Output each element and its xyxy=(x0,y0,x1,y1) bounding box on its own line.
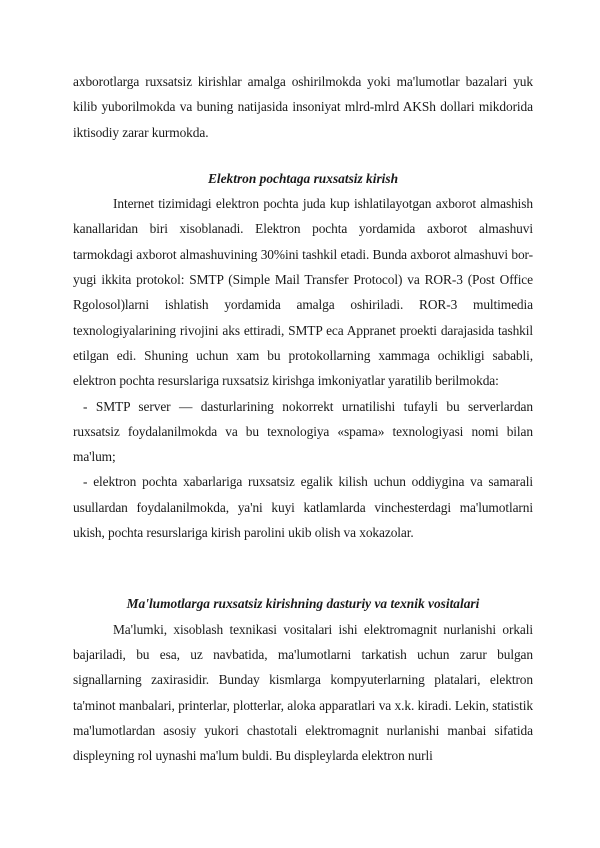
list-item-email-messages: - elektron pochta xabarlariga ruxsatsiz egalik kilish uchun oddiygina va samarali usullardan foydalanilmokda, ya'ni kuyi katlamlarda vinchesterdagi ma'lumotlarni ukish, pochta resurslariga kirish parolini ukib olish va xokazolar. xyxy=(73,474,533,541)
section-heading-tools: Ma'lumotlarga ruxsatsiz kirishning dasturiy va texnik vositalari xyxy=(126,596,480,612)
document-page xyxy=(73,69,533,768)
paragraph-intro: axborotlarga ruxsatsiz kirishlar amalga oshirilmokda yoki ma'lumotlar bazalari yuk kilib yuborilmokda va buning natijasida insoniyat mlrd-mlrd AKSh dollari mikdorida iktisodiy zarar kurmokda. xyxy=(73,74,533,140)
paragraph-email-overview: Internet tizimidagi elektron pochta juda kup ishlatilayotgan axborot almashish kanallaridan biri xisoblanadi. Elektron pochta yordamida axborot almashuvi tarmokdagi axborot almashuvining 30%ini tashkil etadi. Bunda axborot almashuvi bor-yugi ikkita protokol: SMTP (Simple Mail Transfer Protocol) va ROR-3 (Post Office Rgolosol)larni ishlatish yordamida amalga oshiriladi. ROR-3 multimedia texnologiyalarining rivojini aks ettiradi, SMTP eca Appranet proekti darajasida tashkil etilgan edi. Shuning uchun xam bu protokollarning xammaga ochikligi sababli, elektron pochta resurslariga ruxsatsiz kirishga imkoniyatlar yaratilib berilmokda: xyxy=(73,196,533,389)
paragraph-tools: Ma'lumki, xisoblash texnikasi vositalari ishi elektromagnit nurlanishi orkali bajariladi, bu esa, uz navbatida, ma'lumotlarni tarkatish uchun zarur bulgan signallarning zaxirasidir. Bunday kismlarga kompyuterlarning platalari, elektron ta'minot manbalari, printerlar, plotterlar, aloka apparatlari va x.k. kiradi. Lekin, statistik ma'lumotlardan asosiy yukori chastotali elektromagnit nurlanishi manbai sifatida displeyning rol uynashi ma'lum buldi. Bu displeylarda elektron nurli xyxy=(73,621,533,764)
section-heading-email: Elektron pochtaga ruxsatsiz kirish xyxy=(207,170,399,186)
list-item-smtp: - SMTP server — dasturlarining nokorrekt urnatilishi tufayli bu serverlardan ruxsatsiz foydalanilmokda va bu texnologiya «spama» texnologiyasi nomi bilan ma'lum; xyxy=(73,398,533,465)
